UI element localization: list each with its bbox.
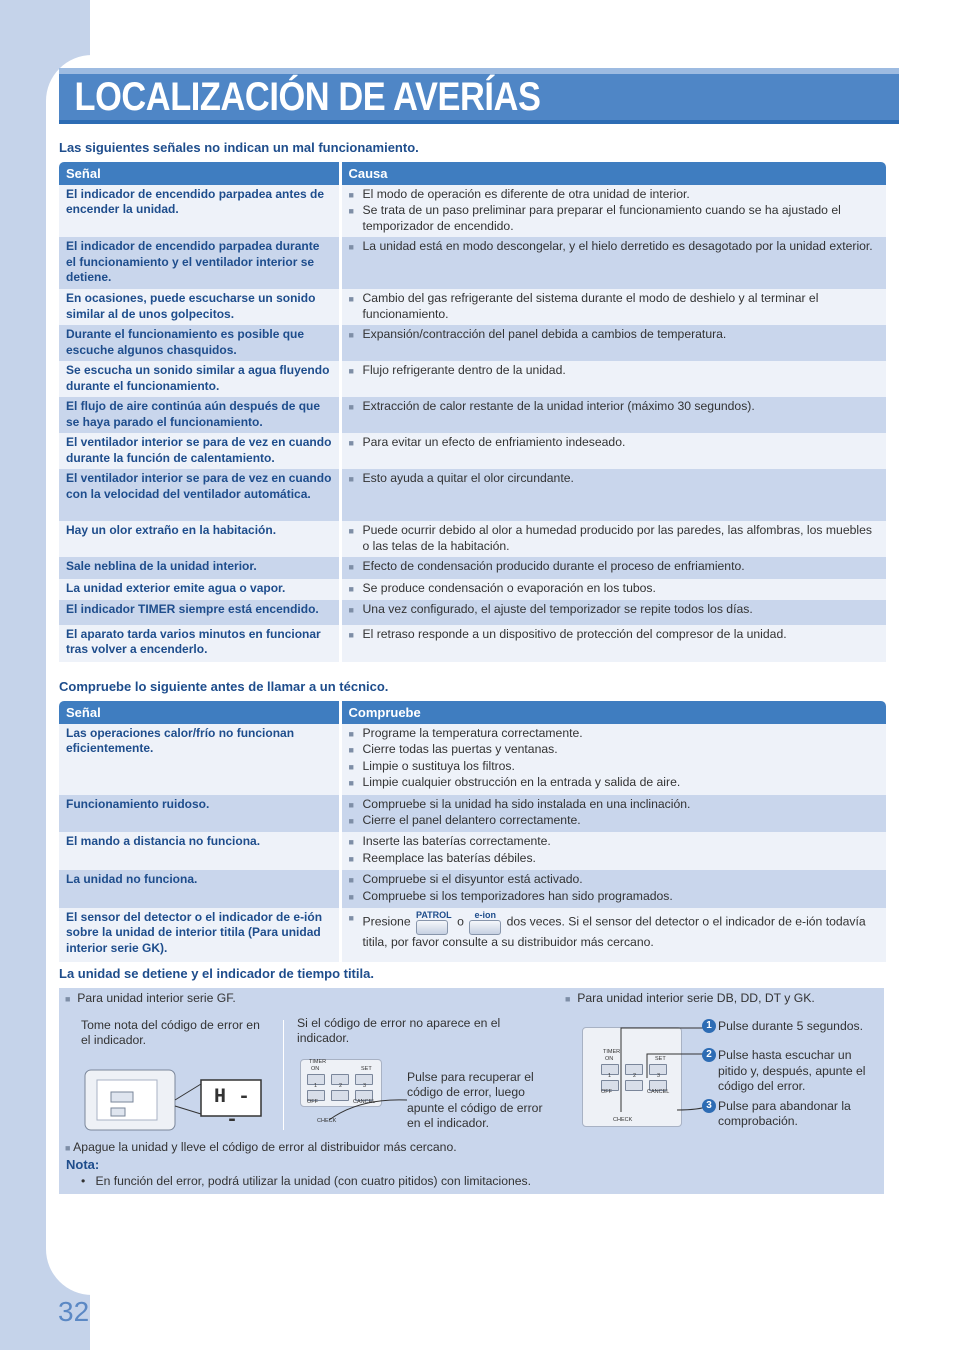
bullet-item (349, 726, 880, 742)
signal-cell: La unidad no funciona. (59, 870, 340, 908)
signal-cell: La unidad exterior emite agua o vapor. (59, 579, 340, 600)
bullet-square-icon: ■ (65, 1143, 71, 1153)
table-row (59, 600, 886, 625)
cause-cell (340, 289, 886, 325)
title-bar (59, 68, 899, 124)
signal-cell: El aparato tarda varios minutos en funcionar tras volver a encenderlo. (59, 625, 340, 662)
bullet-item (349, 759, 880, 775)
bullet-item (349, 399, 880, 415)
table-row (59, 289, 886, 325)
bullet-square-icon: ■ (348, 402, 354, 413)
bullet-item (349, 834, 880, 850)
bullet-item (349, 872, 880, 888)
table-row (59, 832, 886, 870)
cause-cell (340, 579, 886, 600)
bullet-text: Para evitar un efecto de enfriamiento indeseado. (362, 435, 626, 450)
section2-heading: Compruebe lo siguiente antes de llamar a un técnico. (59, 679, 389, 694)
bullet-item (349, 471, 880, 487)
bullet-item (349, 775, 880, 791)
bullet-square-icon: ■ (348, 761, 354, 772)
bullet-text: La unidad está en modo descongelar, y el hielo derretido es desagotado por la unidad exterior. (362, 239, 873, 254)
bullet-text: Compruebe si la unidad ha sido instalada en una inclinación. (362, 796, 691, 811)
bullet-square-icon: ■ (348, 837, 354, 848)
bullet-text: Inserte las baterías correctamente. (362, 834, 551, 849)
check-cell (340, 795, 886, 833)
signal-cell: El indicador de encendido parpadea antes de encender la unidad. (59, 185, 340, 237)
remote-control-db: TIMER ON SET 1 2 3 OFF CANCEL CHECK (582, 1027, 682, 1127)
bullet-item (349, 187, 880, 203)
bullet-square-icon: ■ (348, 562, 354, 573)
col-check-header: Compruebe (340, 701, 886, 724)
table-row (59, 433, 886, 469)
bullet-square-icon: ■ (65, 994, 71, 1004)
signal-cell: El ventilador interior se para de vez en cuando durante la función de calentamiento. (59, 433, 340, 469)
bullet-square-icon: ■ (348, 853, 354, 864)
cause-cell (340, 625, 886, 662)
bullet-square-icon: ■ (565, 994, 571, 1004)
footer-note: ■ Apague la unidad y lleve el código de error al distribuidor más cercano. (65, 1140, 457, 1154)
step-item (702, 1099, 882, 1130)
bullet-text: Limpie o sustituya los filtros. (362, 758, 515, 773)
table-row (59, 908, 886, 962)
check-cell (340, 832, 886, 870)
signal-cell: Sale neblina de la unidad interior. (59, 557, 340, 578)
step-number-badge: 1 (702, 1019, 716, 1033)
bullet-text: Extracción de calor restante de la unidad interior (máximo 30 segundos). (362, 399, 755, 414)
signal-cell: El sensor del detector o el indicador de e-ión sobre la unidad de interior titila (Para unidad interior serie GK). (59, 908, 340, 962)
bullet-item (349, 797, 880, 813)
signal-cell: El flujo de aire continúa aún después de que se haya parado el funcionamiento. (59, 397, 340, 433)
signal-cell: El mando a distancia no funciona. (59, 832, 340, 870)
signal-cell: El ventilador interior se para de vez en cuando con la velocidad del ventilador automática. (59, 469, 340, 521)
bullet-square-icon: ■ (348, 630, 354, 641)
step-item (702, 1019, 882, 1034)
bullet-text: Se produce condensación o evaporación en los tubos. (362, 580, 656, 595)
cause-cell (340, 397, 886, 433)
cause-cell (340, 433, 886, 469)
press-text-line2: titila, por favor consulte a su distribuidor más cercano. (362, 935, 654, 950)
bullet-square-icon: ■ (348, 605, 354, 616)
error-code-display: H - - (213, 1086, 250, 1132)
table-row (59, 397, 886, 433)
bullet-item (349, 435, 880, 451)
bullet-item (349, 627, 880, 643)
remote-control-gf: TIMER ON SET 1 2 3 OFF CANCEL (300, 1059, 382, 1107)
signal-cell: El indicador TIMER siempre está encendido. (59, 600, 340, 625)
press-text: Presione (362, 914, 411, 929)
step-number-badge: 3 (702, 1099, 716, 1113)
step-text: Pulse para abandonar la comprobación. (718, 1098, 851, 1129)
check-cell (340, 908, 886, 962)
table-row (59, 557, 886, 578)
signal-cell: Se escucha un sonido similar a agua fluyendo durante el funcionamiento. (59, 361, 340, 397)
table-row (59, 521, 886, 557)
table-row (59, 625, 886, 662)
step-number-badge: 2 (702, 1048, 716, 1062)
section3-heading: La unidad se detiene y el indicador de tiempo titila. (59, 966, 374, 981)
signal-cause-table (59, 162, 886, 662)
signal-check-table (59, 701, 886, 962)
bullet-item (349, 291, 880, 322)
patrol-button-icon: PATROL (416, 910, 452, 935)
press-text-post: dos veces. Si el sensor del detector o el indicador de e-ión todavía (506, 914, 866, 929)
bullet-item (349, 239, 880, 255)
bullet-square-icon: ■ (348, 729, 354, 739)
bullet-square-icon: ■ (348, 583, 354, 594)
table-row (59, 870, 886, 908)
gf-note-3: Pulse para recuperar el código de error, luego apunte el código de error en el indicador. (407, 1070, 543, 1131)
bullet-square-icon: ■ (348, 366, 354, 377)
signal-cell: En ocasiones, puede escucharse un sonido similar al de unos golpecitos. (59, 289, 340, 325)
bullet-item (349, 523, 880, 554)
step-text: Pulse hasta escuchar un pitido y, después, apunte el código del error. (718, 1048, 866, 1094)
pointer-lines (329, 1098, 409, 1122)
bullet-text: Cierre todas las puertas y ventanas. (362, 742, 558, 757)
signal-cell: Las operaciones calor/frío no funcionan eficientemente. (59, 724, 340, 795)
col-signal-header: Señal (59, 701, 340, 724)
nota-label: Nota: (66, 1157, 100, 1172)
table-row (59, 237, 886, 289)
table-row (59, 724, 886, 795)
steps-list (702, 1019, 882, 1133)
bullet-text: Efecto de condensación producido durante el proceso de enfriamiento. (362, 559, 745, 574)
bullet-square-icon: ■ (348, 799, 354, 810)
bullet-text: Se trata de un paso preliminar para preparar el funcionamiento cuando se ha ajustado el temporizador de encendido. (362, 203, 841, 233)
bullet-square-icon: ■ (348, 438, 354, 449)
step-text: Pulse durante 5 segundos. (718, 1019, 864, 1033)
table-row (59, 795, 886, 833)
bullet-square-icon: ■ (348, 242, 354, 253)
gf-note-2: Si el código de error no aparece en el indicador. (297, 1016, 501, 1046)
db-label: ■ Para unidad interior serie DB, DD, DT y GK. (565, 991, 815, 1005)
bullet-text: Cambio del gas refrigerante del sistema durante el modo de deshielo y al terminar el funcionamiento. (362, 291, 819, 321)
cause-cell (340, 557, 886, 578)
section1-heading: Las siguientes señales no indican un mal funcionamiento. (59, 140, 419, 155)
bullet-square-icon: ■ (348, 816, 354, 827)
signal-cell: El indicador de encendido parpadea durante el funcionamiento y el ventilador interior se detiene. (59, 237, 340, 289)
bullet-text: Limpie cualquier obstrucción en la entrada y salida de aire. (362, 775, 681, 790)
bullet-item (349, 327, 880, 343)
bullet-square-icon: ■ (348, 913, 354, 924)
cause-cell (340, 237, 886, 289)
bullet-square-icon: ■ (348, 891, 354, 902)
cause-cell (340, 325, 886, 361)
table-row (59, 185, 886, 237)
divider (283, 1020, 284, 1130)
bullet-text: Expansión/contracción del panel debida a cambios de temperatura. (362, 327, 727, 342)
cause-cell (340, 185, 886, 237)
gf-label: ■ Para unidad interior serie GF. (65, 991, 236, 1005)
bullet-text: Flujo refrigerante dentro de la unidad. (362, 363, 566, 378)
e-ion-button-icon: e-ion (469, 910, 501, 935)
bullet-square-icon: ■ (348, 778, 354, 789)
col-cause-header: Causa (340, 162, 886, 185)
bullet-item (349, 203, 880, 234)
signal-cell: Hay un olor extraño en la habitación. (59, 521, 340, 557)
bullet-square-icon: ■ (348, 474, 354, 485)
bullet-text: Compruebe si los temporizadores han sido programados. (362, 888, 673, 903)
bullet-text: El modo de operación es diferente de otra unidad de interior. (362, 187, 690, 201)
bullet-item (349, 581, 880, 597)
bullet-text: El retraso responde a un dispositivo de protección del compresor de la unidad. (362, 627, 787, 642)
bullet-square-icon: ■ (348, 330, 354, 341)
bullet-square-icon: ■ (348, 745, 354, 756)
bullet-text: Puede ocurrir debido al olor a humedad producido por las paredes, las alfombras, los muebles o las telas de la habitación. (362, 523, 872, 553)
table-row (59, 361, 886, 397)
cause-cell (340, 600, 886, 625)
cause-cell (340, 361, 886, 397)
nota-text-bullet: • En función del error, podrá utilizar la unidad (con cuatro pitidos) con limitaciones. (81, 1174, 532, 1188)
signal-cell: Durante el funcionamiento es posible que escuche algunos chasquidos. (59, 325, 340, 361)
bullet-text: Reemplace las baterías débiles. (362, 850, 536, 865)
bullet-item (349, 363, 880, 379)
error-code-panel (59, 988, 884, 1194)
bullet-square-icon: ■ (348, 294, 354, 305)
bullet-square-icon: ■ (348, 526, 354, 537)
cause-cell (340, 521, 886, 557)
bullet-item (349, 559, 880, 575)
bullet-item (349, 813, 880, 829)
bullet-text: Compruebe si el disyuntor está activado. (362, 872, 583, 887)
bullet-item (349, 889, 880, 905)
bullet-item (349, 742, 880, 758)
bullet-text: Cierre el panel delantero correctamente. (362, 813, 581, 828)
table-row (59, 469, 886, 521)
bullet-square-icon: ■ (348, 190, 354, 200)
bullet-text: Una vez configurado, el ajuste del temporizador se repite todos los días. (362, 602, 753, 617)
gf-note-1: Tome nota del código de error en el indicador. (81, 1018, 260, 1048)
or-text: o (457, 914, 464, 929)
check-cell (340, 870, 886, 908)
bullet-text: Esto ayuda a quitar el olor circundante. (362, 471, 574, 486)
page-number: 32 (58, 1296, 90, 1327)
page-title: LOCALIZACIÓN DE AVERÍAS (74, 75, 541, 119)
bullet-square-icon: ■ (348, 206, 354, 217)
bullet-square-icon: ■ (348, 875, 354, 886)
check-label: CHECK (317, 1118, 337, 1124)
col-signal-header: Señal (59, 162, 340, 185)
table-row (59, 579, 886, 600)
signal-cell: Funcionamiento ruidoso. (59, 795, 340, 833)
bullet-item (349, 851, 880, 867)
table-row (59, 325, 886, 361)
bullet-text: Programe la temperatura correctamente. (362, 726, 583, 740)
cause-cell (340, 469, 886, 521)
bullet-item (349, 602, 880, 618)
check-cell (340, 724, 886, 795)
step-item (702, 1048, 882, 1094)
